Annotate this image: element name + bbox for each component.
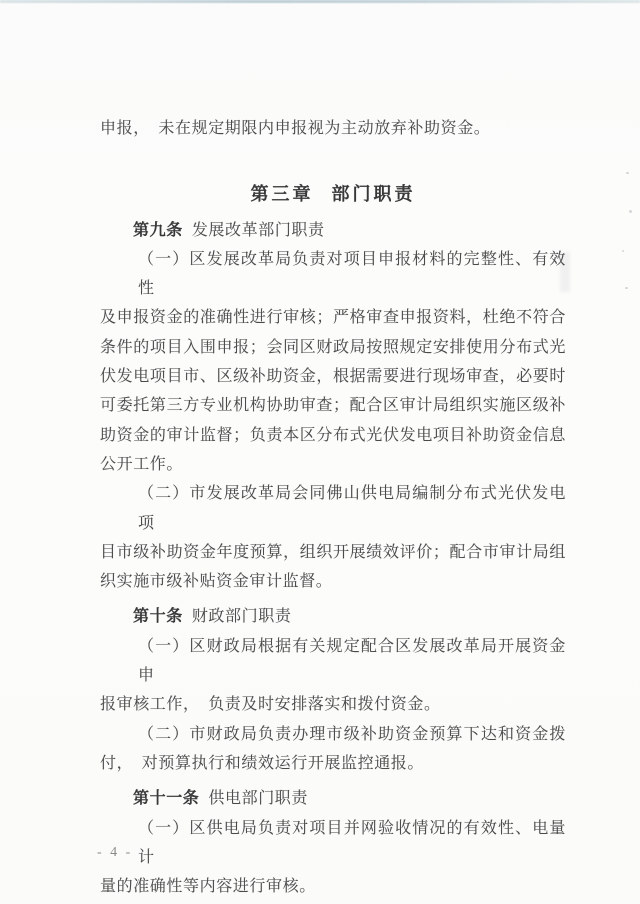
scan-speck [629, 210, 632, 213]
body-line: 伏发电项目市、区级补助资金，根据需要进行现场审查，必要时 [100, 368, 566, 386]
article-title: 财政部门职责 [191, 608, 292, 626]
scan-top-edge-artifact [0, 0, 640, 3]
article-number: 第十条 [133, 608, 183, 626]
body-line: 公开工作。 [100, 455, 184, 473]
article-11-heading [100, 784, 566, 813]
chapter-title: 部门职责 [331, 184, 416, 205]
article-number: 第十一条 [133, 790, 200, 808]
body-line: 及申报资金的准确性进行审核；严格审查申报资料，杜绝不符合 [100, 309, 566, 327]
body-line: 助资金的审计监督；负责本区分布式光伏发电项目补助资金信息 [100, 426, 566, 444]
article-10-heading [100, 602, 566, 631]
document-body [100, 114, 566, 901]
scan-smudge [560, 252, 570, 292]
chapter-heading [100, 180, 566, 209]
body-line: 可委托第三方专业机构协助审查；配合区审计局组织实施区级补 [100, 397, 566, 415]
chapter-number: 第三章 [250, 184, 314, 205]
article-9-heading [100, 216, 566, 245]
scan-speck [625, 287, 628, 289]
body-line: 报审核工作， 负责及时安排落实和拨付资金。 [100, 696, 441, 714]
scan-speck [622, 250, 624, 252]
article-title: 发展改革部门职责 [191, 221, 325, 239]
body-line: 目市级补助资金年度预算，组织开展绩效评价；配合市审计局组 [100, 543, 566, 561]
body-line: 付， 对预算执行和绩效运行开展监控通报。 [100, 754, 425, 772]
scan-speck [626, 172, 629, 174]
body-line: （二）市财政局负责办理市级补助资金预算下达和资金拨 [138, 725, 566, 743]
page-number: - 4 - [97, 845, 133, 860]
paragraph-continuation-line: 申报， 未在规定期限内申报视为主动放弃补助资金。 [100, 120, 491, 137]
article-title: 供电部门职责 [208, 790, 309, 808]
body-line: 条件的项目入围申报；会同区财政局按照规定安排使用分布式光 [100, 338, 566, 356]
body-line: 量的准确性等内容进行审核。 [100, 878, 316, 896]
body-line: （一）区财政局根据有关规定配合区发展改革局开展资金申 [138, 637, 566, 685]
body-line: （一）区供电局负责对项目并网验收情况的有效性、电量计 [138, 819, 566, 866]
body-line: （一）区发展改革局负责对项目申报材料的完整性、有效性 [138, 250, 566, 298]
article-number: 第九条 [133, 221, 183, 239]
body-line: 织实施市级补贴资金审计监督。 [100, 573, 333, 591]
body-line: （二）市发展改革局会同佛山供电局编制分布式光伏发电项 [138, 485, 566, 532]
